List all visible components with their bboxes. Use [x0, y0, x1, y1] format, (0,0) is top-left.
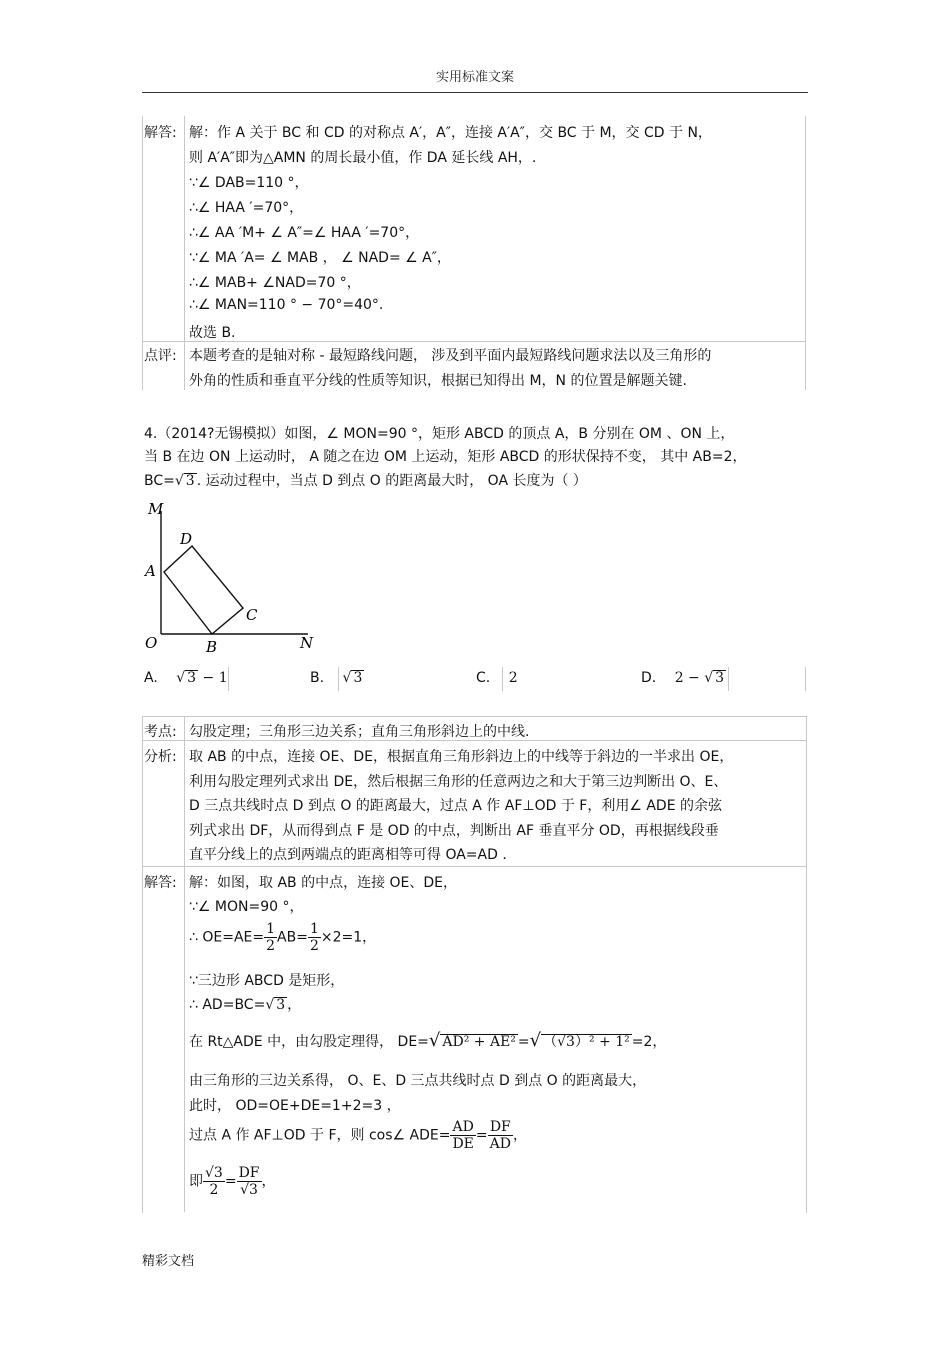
option-d-radicand: 3: [715, 670, 725, 686]
option-b-letter: B.: [310, 670, 325, 686]
sqrt-sign: √: [174, 473, 184, 489]
sqrt-sign: √: [428, 1030, 441, 1051]
l9-post: ，: [512, 1127, 527, 1144]
question-line-3: [144, 470, 587, 490]
sqrt-sign: √: [265, 997, 275, 1013]
jieda-line-8: 此时， OD=OE+DE=1+2=3 ，: [189, 1098, 401, 1114]
half-fraction: $\frac{1}{2}$: [266, 921, 276, 954]
label-M: M: [148, 500, 164, 518]
option-b-radicand: 3: [353, 670, 363, 686]
question-bc-prefix: BC=: [144, 473, 175, 489]
answer-line-4: ∴∠ HAA ′=70°，: [189, 200, 304, 216]
l5-pre: ∴ AD=BC=: [189, 997, 266, 1013]
answer-line-8: ∴∠ MAN=110 ° − 70°=40°.: [189, 297, 384, 313]
label-B: B: [206, 638, 218, 656]
l3-mid: AB=: [277, 929, 308, 946]
option-a[interactable]: [144, 670, 228, 686]
sqrt-sign: √: [342, 670, 352, 686]
fenxi-line-4: 列式求出 DF，从而得到点 F 是 OD 的中点，判断出 AF 垂直平分 OD，再根据线段垂: [189, 822, 719, 839]
analysis-row-divider: [142, 866, 806, 867]
answer-line-3: ∵∠ DAB=110 °，: [189, 175, 309, 191]
prev-table-row-divider: [142, 341, 806, 342]
l5-post: ，: [287, 997, 302, 1013]
prev-table-left-border: [142, 116, 143, 390]
l3-post: ×2=1，: [320, 929, 377, 946]
l10-pre: 即: [189, 1173, 203, 1190]
answer-line-5: ∴∠ AA ′M+ ∠ A″=∠ HAA ′=70°，: [189, 225, 420, 241]
l9-pre: 过点 A 作 AF⊥OD 于 F，则 cos∠ ADE=: [189, 1127, 451, 1144]
question-line-1: 4.（2014?无锡模拟）如图，∠ MON=90 °，矩形 ABCD 的顶点 A，B 分别在 OM 、ON 上，: [144, 426, 735, 442]
jieda-line-10: [189, 1166, 276, 1197]
l6-radicand-2: （√3）² + 1²: [543, 1034, 630, 1050]
option-c-letter: C.: [476, 670, 491, 686]
answer-line-1: 解：作 A 关于 BC 和 CD 的对称点 A′，A″，连接 A′A″，交 BC 于 M，交 CD 于 N，: [189, 125, 712, 141]
prev-table-right-border: [805, 116, 806, 390]
l6-eq: =: [517, 1034, 530, 1050]
option-c[interactable]: [476, 670, 518, 686]
question-line-2: 当 B 在边 ON 上运动时， A 随之在边 OM 上运动，矩形 ABCD 的形状保持不变， 其中 AB=2，: [144, 449, 747, 465]
option-a-rest: − 1: [198, 670, 228, 686]
comment-line-2: 外角的性质和垂直平分线的性质等知识，根据已知得出 M，N 的位置是解题关键.: [189, 373, 687, 389]
option-divider: [805, 667, 806, 691]
option-divider: [728, 667, 729, 691]
option-a-letter: A.: [144, 670, 158, 686]
l10-post: ，: [261, 1173, 276, 1190]
jieda-line-6: [189, 1030, 666, 1051]
prev-table-col-divider: [184, 116, 185, 390]
page-footer: 精彩文档: [142, 1254, 195, 1269]
option-d-prefix: 2 −: [674, 670, 705, 686]
option-divider: [228, 667, 229, 691]
fenxi-line-5: 直平分线上的点到两端点的距离相等可得 OA=AD .: [189, 847, 507, 863]
l6-post: =2，: [631, 1034, 667, 1050]
option-a-radicand: 3: [187, 670, 197, 686]
answer-label: 解答:: [144, 125, 177, 141]
label-A: A: [145, 562, 156, 580]
option-d-letter: D.: [641, 670, 657, 686]
jieda-line-3: [189, 922, 376, 953]
l6-radicand-1: AD² + AE²: [442, 1034, 516, 1050]
l10-eq: =: [224, 1173, 237, 1190]
jieda-line-4: ∵三边形 ABCD 是矩形，: [189, 973, 345, 989]
jieda-line-9: [189, 1120, 527, 1151]
fenxi-line-2: 利用勾股定理列式求出 DE，然后根据三角形的任意两边之和大于第三边判断出 O、E、: [189, 773, 728, 790]
option-divider: [338, 667, 339, 691]
fenxi-line-3: D 三点共线时点 D 到点 O 的距离最大，过点 A 作 AF⊥OD 于 F，利用∠ ADE 的余弦: [189, 798, 722, 814]
half-fraction: $\frac{1}{2}$: [309, 921, 319, 954]
l3-pre: ∴ OE=AE=: [189, 929, 265, 946]
question-radicand: 3: [185, 473, 195, 489]
df-over-ad: $\frac{DF}{AD}$: [489, 1119, 511, 1152]
l9-eq: =: [475, 1127, 488, 1144]
rectangle-abcd: [164, 546, 243, 634]
jieda-line-1: 解：如图，取 AB 的中点，连接 OE、DE，: [189, 875, 458, 891]
geometry-figure: [140, 498, 340, 658]
l6-pre: 在 Rt△ADE 中，由勾股定理得， DE=: [189, 1034, 429, 1050]
fenxi-label: 分析:: [144, 749, 177, 765]
answer-line-7: ∴∠ MAB+ ∠NAD=70 °，: [189, 275, 361, 291]
sqrt-sign: √: [529, 1030, 542, 1051]
option-d[interactable]: [641, 670, 726, 686]
jieda-line-2: ∵∠ MON=90 °，: [189, 899, 304, 915]
df-over-sqrt3: $\frac{DF}{√3}$: [238, 1165, 260, 1198]
answer-line-2: 则 A′A″即为△AMN 的周长最小值，作 DA 延长线 AH，.: [189, 150, 537, 166]
jieda-line-5: [189, 994, 301, 1014]
ad-over-de: $\frac{AD}{DE}$: [452, 1119, 474, 1152]
question-line-3-rest: . 运动过程中，当点 D 到点 O 的距离最大时， OA 长度为（ ）: [196, 473, 587, 489]
option-c-value: 2: [508, 670, 518, 686]
comment-line-1: 本题考查的是轴对称 - 最短路线问题， 涉及到平面内最短路线问题求法以及三角形的: [189, 348, 712, 364]
sqrt-sign: √: [176, 670, 186, 686]
sqrt-sign: √: [704, 670, 714, 686]
answer-line-9: 故选 B.: [189, 325, 236, 341]
comment-label: 点评:: [144, 348, 177, 364]
sqrt3-over-2: $\frac{√3}{2}$: [205, 1165, 223, 1198]
label-D: D: [180, 530, 193, 548]
fenxi-line-1: 取 AB 的中点，连接 OE、DE，根据直角三角形斜边上的中线等于斜边的一半求出 OE，: [189, 749, 734, 765]
analysis-col-divider: [184, 716, 185, 1212]
label-N: N: [300, 634, 314, 652]
jieda-label: 解答:: [144, 875, 177, 891]
header-divider: [142, 92, 808, 93]
answer-line-6: ∵∠ MA ′A= ∠ MAB ， ∠ NAD= ∠ A″，: [189, 250, 451, 266]
kaodian-label: 考点:: [144, 724, 177, 740]
page-header-title: 实用标准文案: [435, 70, 514, 85]
jieda-line-7: 由三角形的三边关系得， O、E、D 三点共线时点 D 到点 O 的距离最大，: [189, 1073, 647, 1089]
kaodian-text: 勾股定理；三角形三边关系；直角三角形斜边上的中线.: [189, 724, 530, 740]
label-C: C: [246, 606, 258, 624]
label-O: O: [145, 634, 158, 652]
l5-radicand: 3: [276, 997, 286, 1013]
option-divider: [502, 667, 503, 691]
